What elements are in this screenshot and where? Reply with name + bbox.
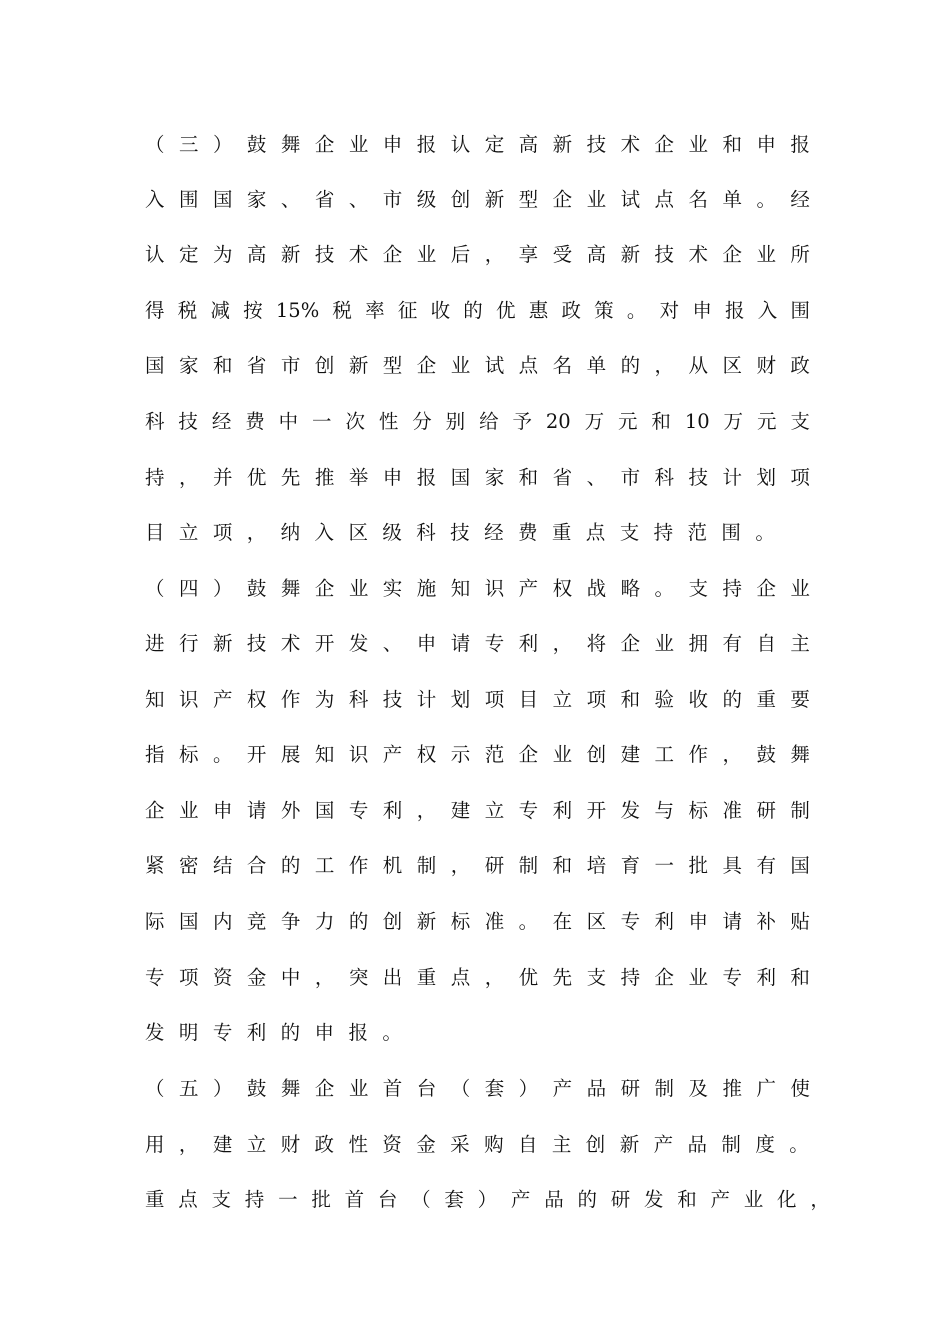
text-line: 知 识 产 权 作 为 科 技 计 划 项 目 立 项 和 验 收 的 重 要 <box>145 688 810 711</box>
text-line: 际 国 内 竞 争 力 的 创 新 标 准 。 在 区 专 利 申 请 补 贴 <box>145 910 810 933</box>
text-line: 得 税 减 按 15% 税 率 征 收 的 优 惠 政 策 。 对 申 报 入 围 <box>145 299 810 322</box>
text-line: （ 四 ） 鼓 舞 企 业 实 施 知 识 产 权 战 略 。 支 持 企 业 <box>145 577 810 600</box>
text-line: 国 家 和 省 市 创 新 型 企 业 试 点 名 单 的 ， 从 区 财 政 <box>145 354 810 377</box>
text-line: 用 ， 建 立 财 政 性 资 金 采 购 自 主 创 新 产 品 制 度 。 <box>145 1133 809 1156</box>
text-line: （ 三 ） 鼓 舞 企 业 申 报 认 定 高 新 技 术 企 业 和 申 报 <box>145 133 810 156</box>
text-line: 企 业 申 请 外 国 专 利 ， 建 立 专 利 开 发 与 标 准 研 制 <box>145 799 810 822</box>
text-line: 目 立 项 ， 纳 入 区 级 科 技 经 费 重 点 支 持 范 围 。 <box>145 521 775 544</box>
text-line: 进 行 新 技 术 开 发 、 申 请 专 利 ， 将 企 业 拥 有 自 主 <box>145 632 810 655</box>
text-line: 紧 密 结 合 的 工 作 机 制 ， 研 制 和 培 育 一 批 具 有 国 <box>145 854 810 877</box>
text-line: 科 技 经 费 中 一 次 性 分 别 给 予 20 万 元 和 10 万 元 支 <box>145 410 810 433</box>
text-line: （ 五 ） 鼓 舞 企 业 首 台 （ 套 ） 产 品 研 制 及 推 广 使 <box>145 1077 810 1100</box>
text-line: 指 标 。 开 展 知 识 产 权 示 范 企 业 创 建 工 作 ， 鼓 舞 <box>145 743 810 766</box>
text-line: 发 明 专 利 的 申 报 。 <box>145 1021 402 1044</box>
text-line: 重 点 支 持 一 批 首 台 （ 套 ） 产 品 的 研 发 和 产 业 化 ， <box>145 1188 830 1211</box>
text-line: 持 ， 并 优 先 推 举 申 报 国 家 和 省 、 市 科 技 计 划 项 <box>145 466 810 489</box>
text-line: 入 围 国 家 、 省 、 市 级 创 新 型 企 业 试 点 名 单 。 经 <box>145 188 810 211</box>
text-line: 认 定 为 高 新 技 术 企 业 后 ， 享 受 高 新 技 术 企 业 所 <box>145 243 810 266</box>
text-line: 专 项 资 金 中 ， 突 出 重 点 ， 优 先 支 持 企 业 专 利 和 <box>145 966 810 989</box>
